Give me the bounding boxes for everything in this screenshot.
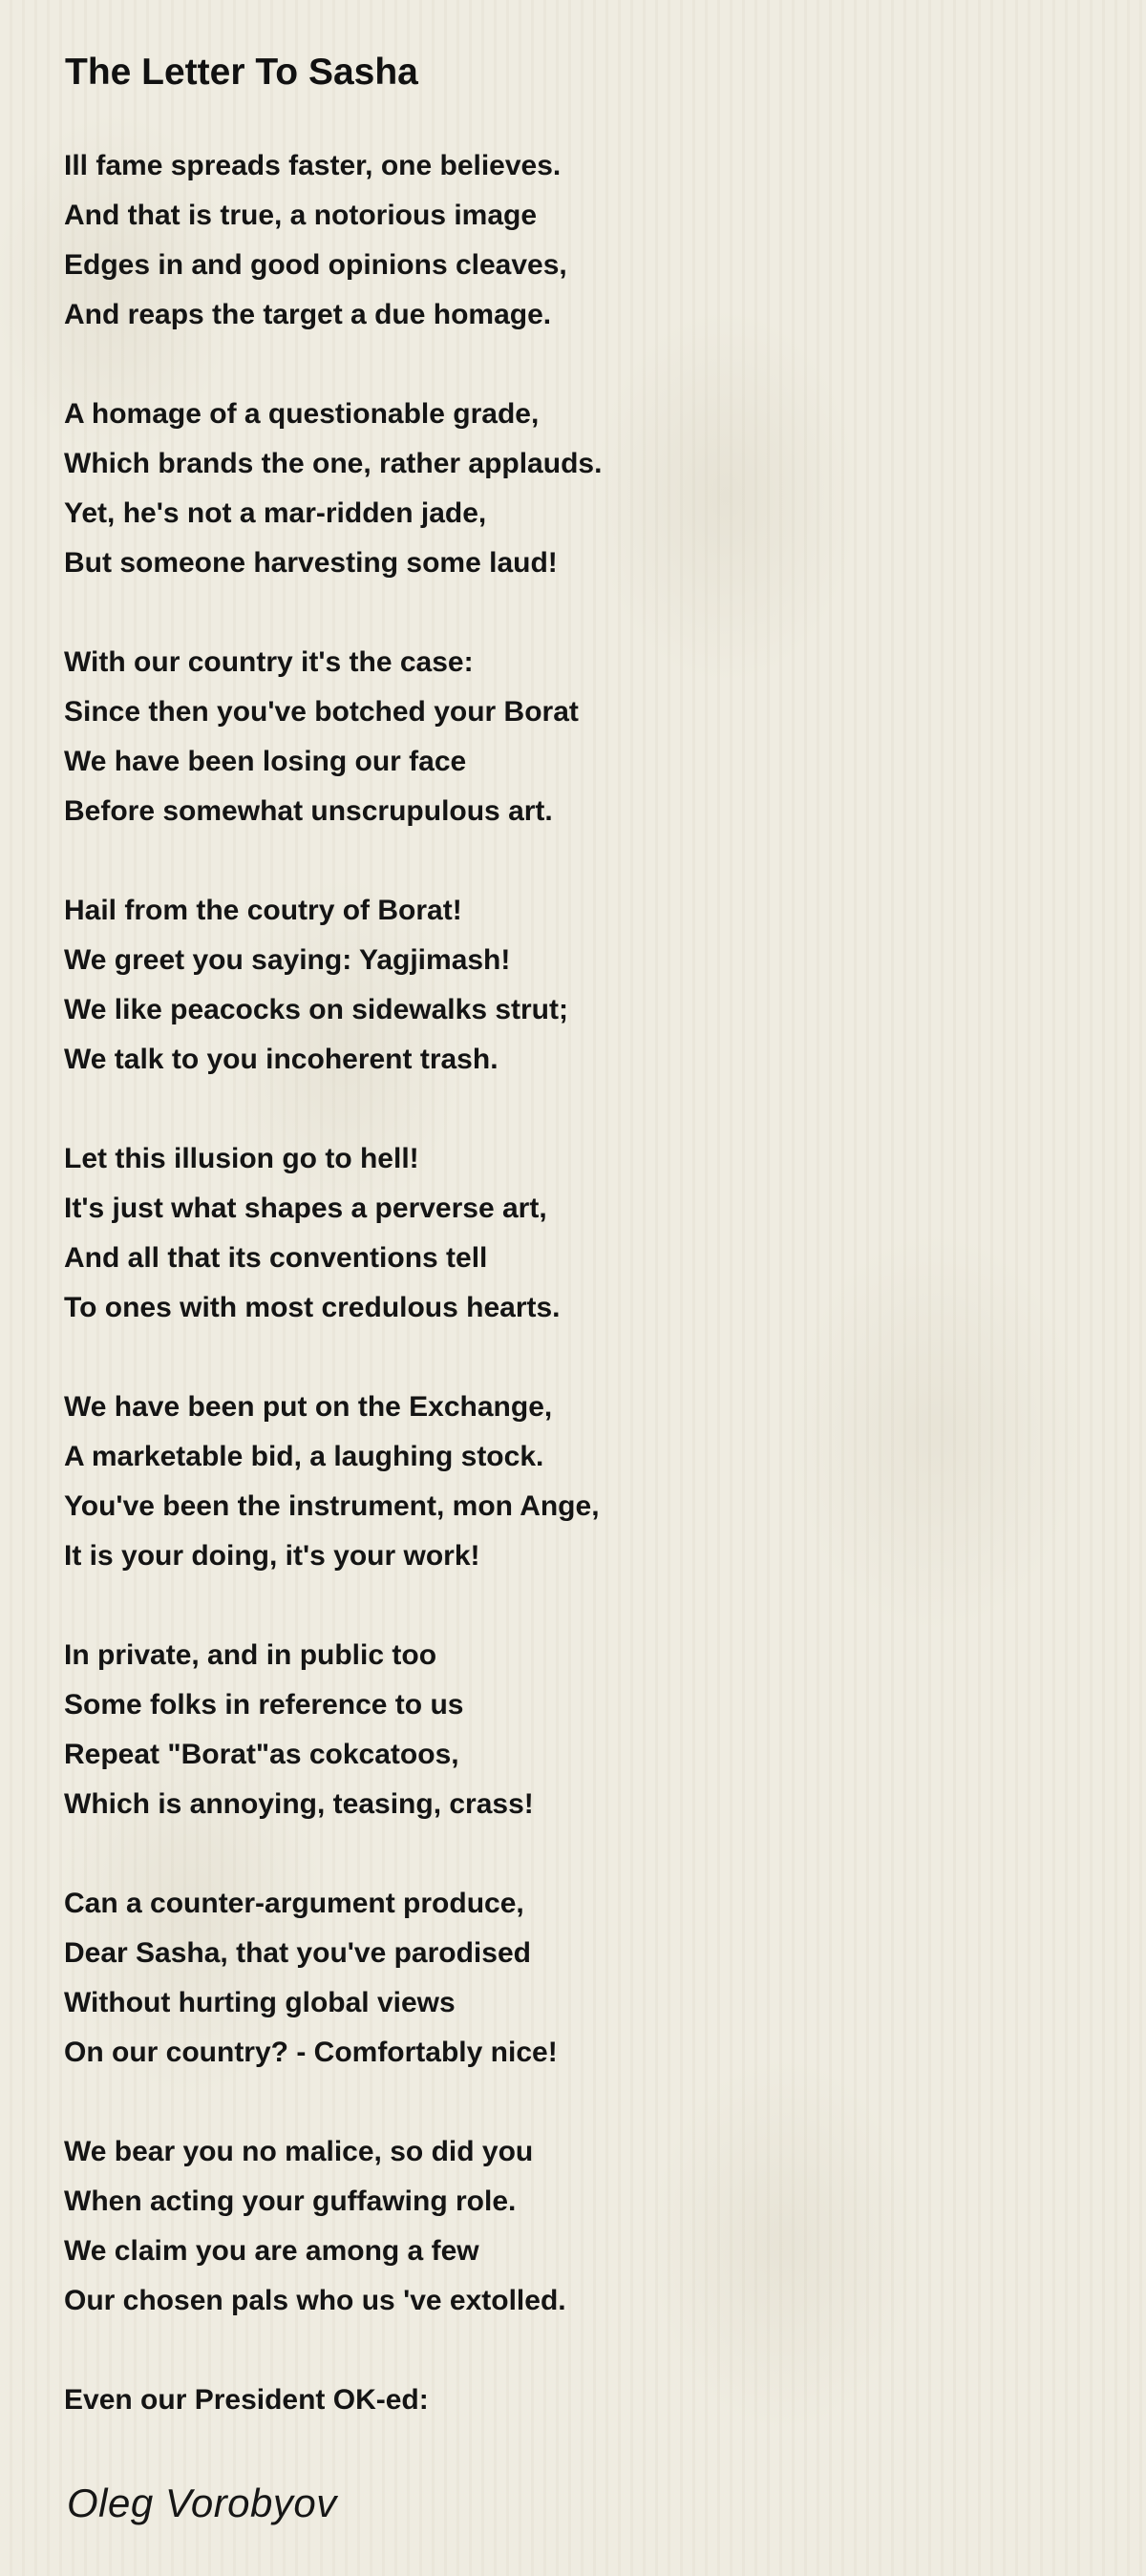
poem-line: When acting your guffawing role. — [64, 2185, 517, 2217]
poem-line: In private, and in public too — [64, 1639, 437, 1671]
poem-line: We talk to you incoherent trash. — [64, 1044, 499, 1075]
stanza — [64, 1134, 1095, 1333]
poem-line: Edges in and good opinions cleaves, — [64, 249, 567, 281]
poem-line: We claim you are among a few — [64, 2235, 479, 2267]
stanza — [64, 1879, 1095, 2078]
poem-line: On our country? - Comfortably nice! — [64, 2037, 558, 2068]
poem-line: Our chosen pals who us 've extolled. — [64, 2285, 566, 2316]
poem-line: Which is annoying, teasing, crass! — [64, 1788, 534, 1820]
poem-line: A marketable bid, a laughing stock. — [64, 1441, 544, 1472]
poem-line: Without hurting global views — [64, 1987, 456, 2018]
stanza — [64, 1383, 1095, 1581]
poem-line: To ones with most credulous hearts. — [64, 1292, 561, 1323]
stanza — [64, 1631, 1095, 1829]
poem-line: We greet you saying: Yagjimash! — [64, 944, 511, 976]
poem-line: We bear you no malice, so did you — [64, 2136, 534, 2167]
poem-line: With our country it's the case: — [64, 646, 474, 678]
poem-line: Even our President OK-ed: — [64, 2384, 429, 2416]
poem-line: Repeat "Borat"as cokcatoos, — [64, 1739, 459, 1770]
poem-line: We like peacocks on sidewalks strut; — [64, 994, 568, 1025]
poem-line: Before somewhat unscrupulous art. — [64, 795, 553, 827]
stanza — [64, 638, 1095, 836]
poem-line: But someone harvesting some laud! — [64, 547, 558, 579]
poem-line: You've been the instrument, mon Ange, — [64, 1490, 600, 1522]
poem-line: It's just what shapes a perverse art, — [64, 1193, 547, 1224]
poem-line: Since then you've botched your Borat — [64, 696, 579, 728]
poem-line: Some folks in reference to us — [64, 1689, 464, 1721]
poem-line: We have been losing our face — [64, 746, 467, 777]
poem-line: It is your doing, it's your work! — [64, 1540, 480, 1572]
stanza — [64, 886, 1095, 1085]
poem-line: Which brands the one, rather applauds. — [64, 448, 603, 479]
poem-line: A homage of a questionable grade, — [64, 398, 540, 430]
author-signature: Oleg Vorobyov — [67, 2481, 337, 2525]
poem-line: We have been put on the Exchange, — [64, 1391, 553, 1423]
poem-body — [64, 141, 1095, 2475]
poem-line: Yet, he's not a mar-ridden jade, — [64, 497, 487, 529]
poem-line: Ill fame spreads faster, one believes. — [64, 150, 562, 181]
stanza — [64, 2375, 1095, 2425]
poem-line: Can a counter-argument produce, — [64, 1888, 524, 1919]
poem-line: And that is true, a notorious image — [64, 200, 538, 231]
poem-title: The Letter To Sasha — [65, 52, 418, 93]
poem-line: Let this illusion go to hell! — [64, 1143, 419, 1174]
poem-line: And reaps the target a due homage. — [64, 299, 552, 330]
poem-line: Hail from the coutry of Borat! — [64, 895, 462, 926]
poem-line: And all that its conventions tell — [64, 1242, 488, 1274]
stanza — [64, 2127, 1095, 2326]
stanza — [64, 141, 1095, 340]
poem-line: Dear Sasha, that you've parodised — [64, 1937, 531, 1969]
stanza — [64, 390, 1095, 588]
